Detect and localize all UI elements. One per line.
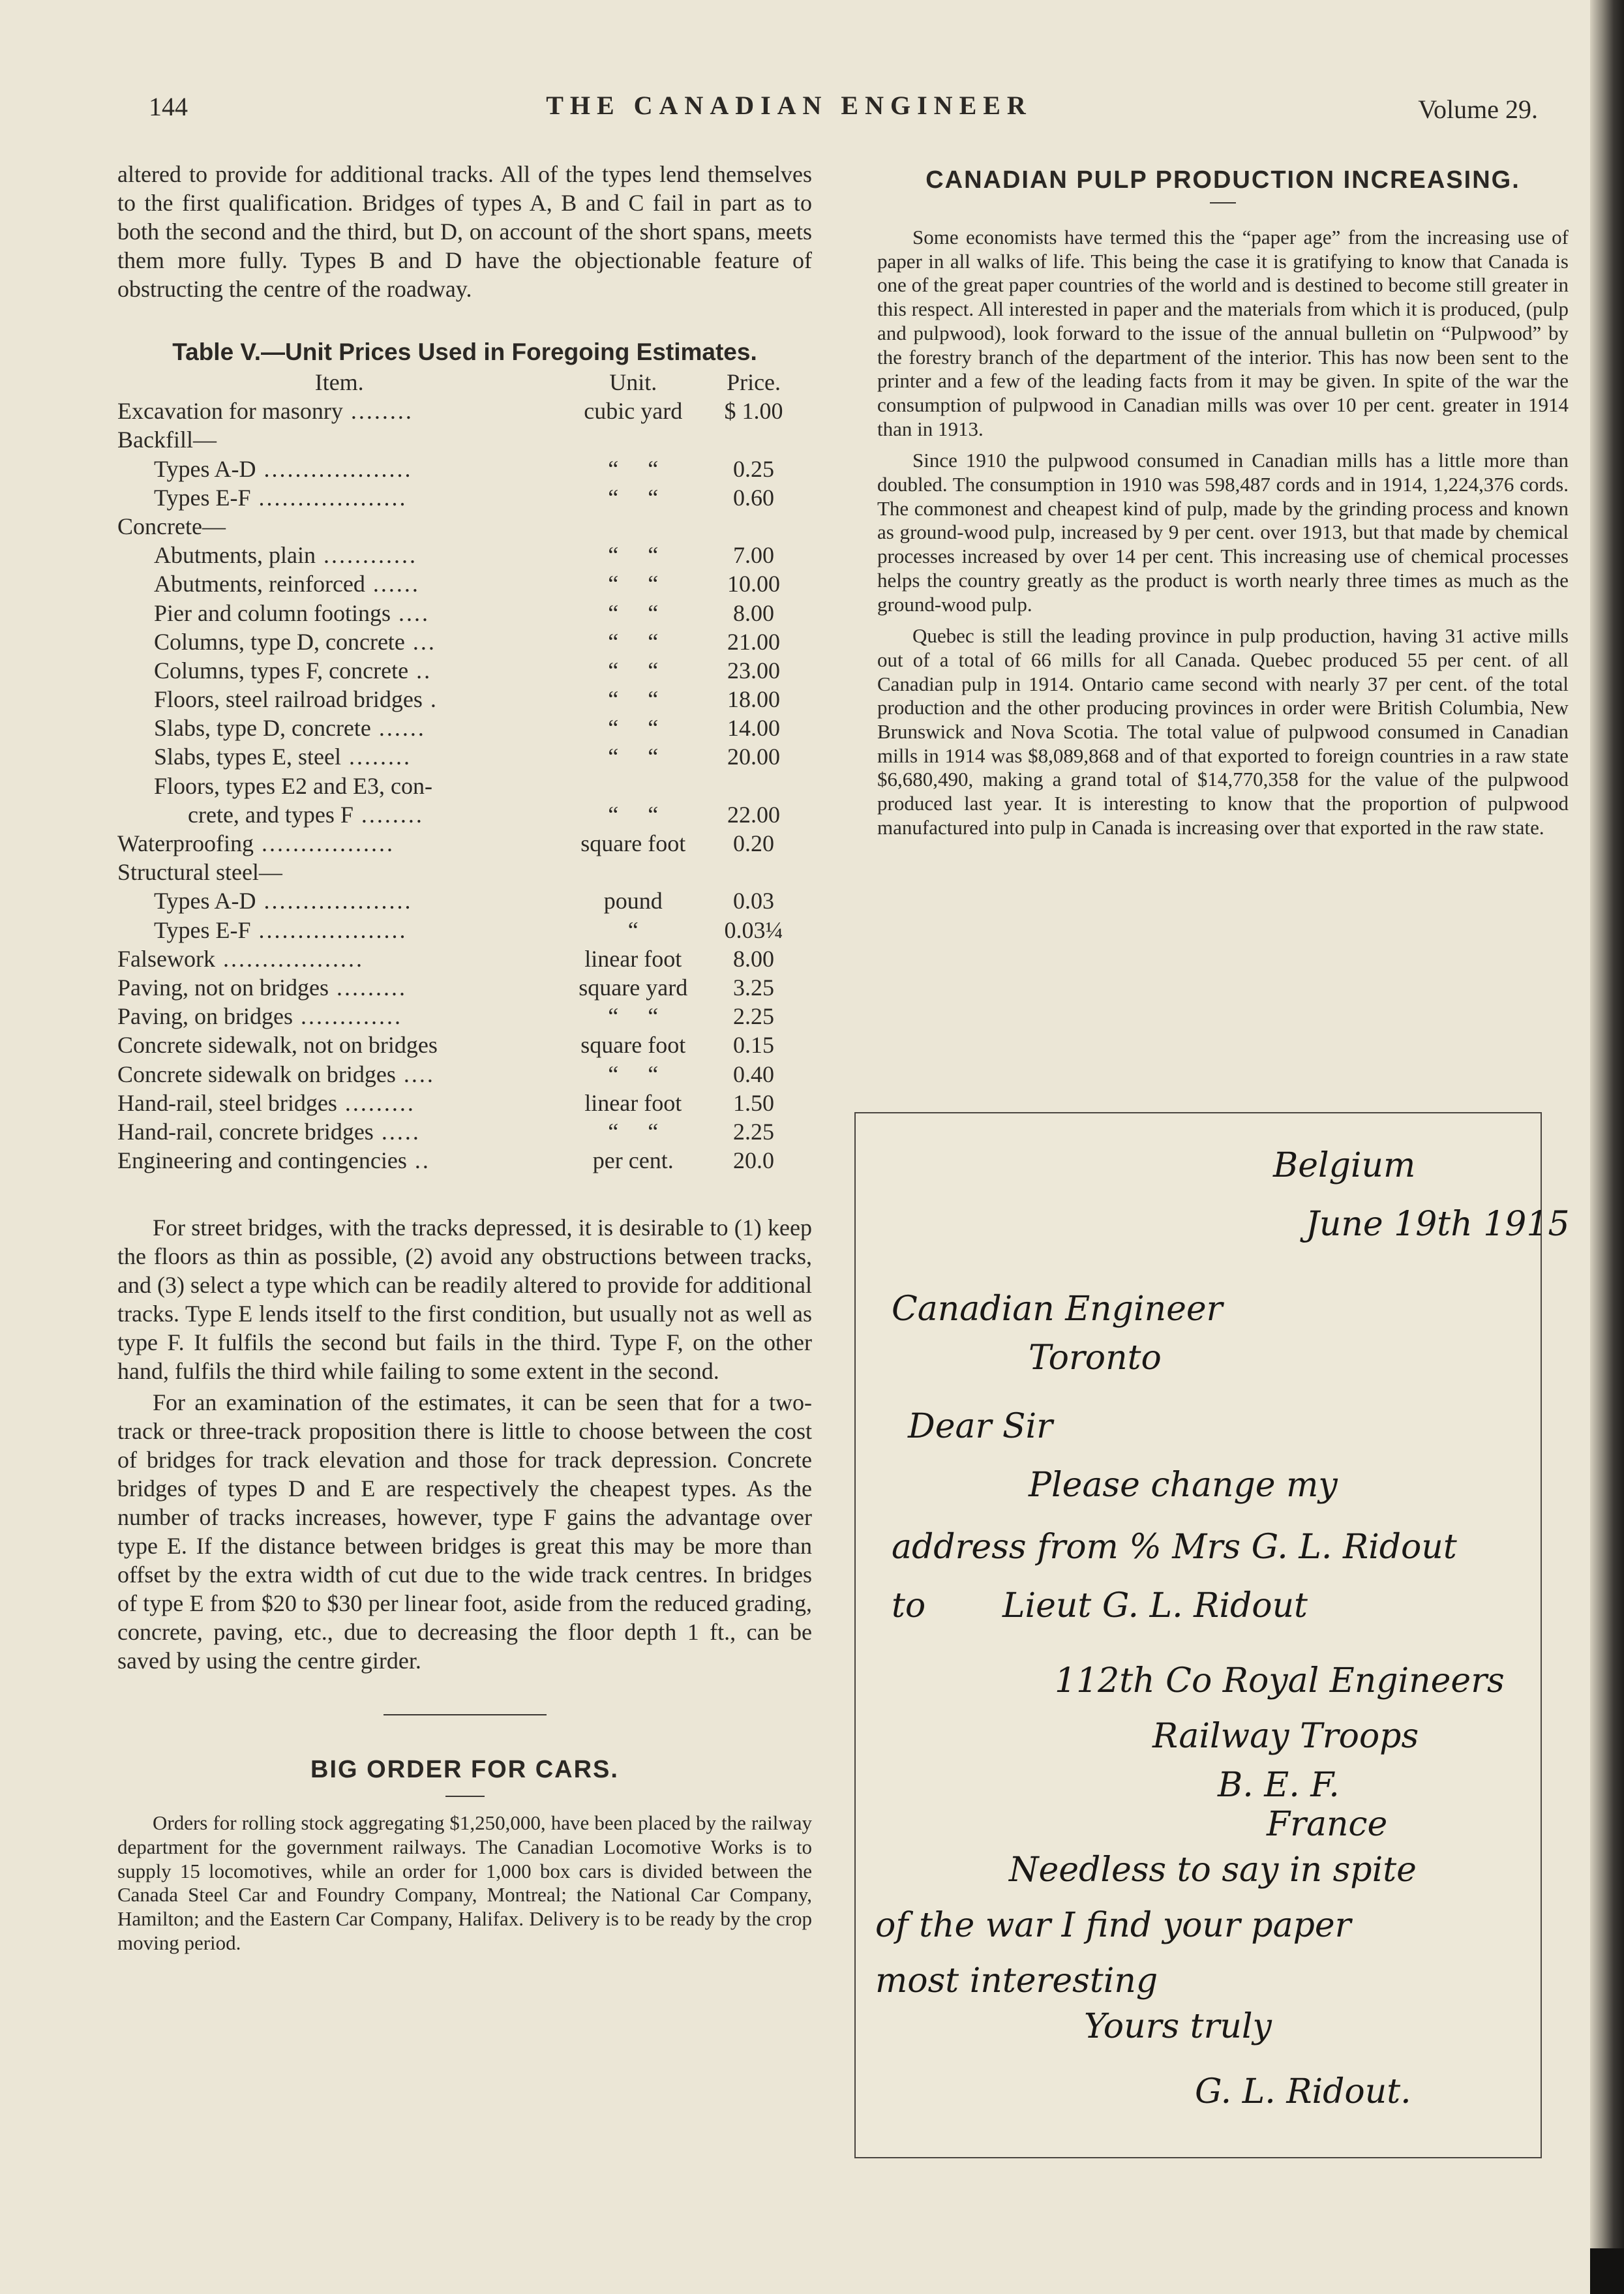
row-item: crete, and types F ........ xyxy=(188,801,424,828)
row-unit: linear foot xyxy=(584,1089,682,1116)
row-item: Concrete sidewalk, not on bridges xyxy=(117,1032,438,1059)
letter-addressee: Canadian Engineer xyxy=(892,1290,1223,1329)
header-price: Price. xyxy=(727,369,781,395)
table-row xyxy=(117,974,802,1003)
row-item: Types A-D ................... xyxy=(154,455,413,482)
table-row xyxy=(117,541,802,570)
table-row xyxy=(117,830,802,858)
row-unit: “ “ xyxy=(608,744,659,770)
table-row xyxy=(117,916,802,945)
row-item: Paving, not on bridges ......... xyxy=(117,974,407,1001)
row-unit: square yard xyxy=(579,974,688,1001)
pulp-heading: CANADIAN PULP PRODUCTION INCREASING. xyxy=(925,166,1520,194)
row-unit xyxy=(561,426,705,455)
letter-line-1: Please change my xyxy=(1029,1466,1338,1505)
row-item: Falsework .................. xyxy=(117,945,364,972)
row-price xyxy=(705,772,802,801)
table-row xyxy=(117,657,802,686)
street-bridges-paragraph: For street bridges, with the tracks depressed, it is desirable to (1) keep the floors as thin as possible, (2) avoid any obstructions between tracks, and (3) select a type which can be readily altered to provide for additional tracks. Type E lends itself to the first condition, but usually not as well as type F. It fulfils the second but fails in the third. Type F, on the other hand, fulfils the third while failing to some extent in the second. xyxy=(117,1215,812,1385)
table-row xyxy=(117,628,802,657)
row-unit: per cent. xyxy=(592,1147,674,1174)
row-price: 0.20 xyxy=(733,830,775,856)
row-price: 3.25 xyxy=(733,974,775,1001)
row-price xyxy=(705,858,802,887)
table-row xyxy=(117,1031,802,1060)
table-title: Table V.—Unit Prices Used in Foregoing Estimates. xyxy=(172,339,757,365)
row-price xyxy=(705,426,802,455)
row-price xyxy=(705,513,802,541)
table-row xyxy=(117,887,802,916)
row-unit: “ “ xyxy=(608,657,659,684)
row-item: Slabs, types E, steel ........ xyxy=(154,744,412,770)
letter-city: Toronto xyxy=(1029,1338,1162,1378)
table-row xyxy=(117,945,802,974)
row-price: 7.00 xyxy=(733,542,775,569)
row-price: 20.00 xyxy=(727,744,781,770)
letter-line-6: Railway Troops xyxy=(1152,1717,1419,1756)
row-unit: linear foot xyxy=(584,945,682,972)
pulp-paragraph-2: Since 1910 the pulpwood consumed in Canadian mills has a little more than doubled. The consumption in 1910 was 598,487 cords and in 1914, 1,224,376 cords. The commonest and cheapest kind of pulp, made by the grinding process and known as ground-wood pulp, increased by 9 per cent. over 1913, but that made by chemical processes increased by over 14 per cent. This increasing use of chemical processes helps the country greatly as the product is worth nearly three times as much as the ground-wood pulp. xyxy=(877,449,1569,616)
row-unit: pound xyxy=(603,888,663,914)
table-row xyxy=(117,1118,802,1147)
pulp-heading-rule xyxy=(1210,202,1236,204)
row-unit: “ “ xyxy=(608,715,659,742)
row-item: Pier and column footings .... xyxy=(154,599,430,626)
table-row xyxy=(117,426,802,455)
row-price: 0.25 xyxy=(733,455,775,482)
handwritten-letter xyxy=(854,1112,1570,2158)
row-item: Structural steel— xyxy=(117,859,282,886)
pulp-paragraph-3: Quebec is still the leading province in pulp production, having 31 active mills out of a total of 66 mills for all Canada. Quebec produced 55 per cent. of all Canadian pulp in 1914. Ontario came second with nearly 37 per cent. of the total production and the other producing provinces in order were British Columbia, New Brunswick and Nova Scotia. The total value of pulpwood consumed in Canadian mills in 1914 was $8,089,868 and of that exported to foreign countries in a raw state $6,680,490, making a grand total of $14,770,358 for the value of the pulpwood produced last year. It is interesting to know that the proportion of pulpwood manufactured into pulp in Canada is increasing over that exported in the raw state. xyxy=(877,624,1569,839)
row-unit xyxy=(561,513,705,541)
row-unit: “ “ xyxy=(608,542,659,569)
row-item: Abutments, plain ............ xyxy=(154,542,417,569)
table-row xyxy=(117,1061,802,1089)
table-row xyxy=(117,686,802,714)
row-item: Types E-F ................... xyxy=(154,916,408,943)
cars-paragraph: Orders for rolling stock aggregating $1,250,000, have been placed by the railway department for the government railways. The Canadian Locomotive Works is to supply 15 locomotives, while an order for 1,000 box cars is divided between the Canada Steel Car and Foundry Company, Montreal; the National Car Company, Hamilton; and the Eastern Car Company, Halifax. Delivery is to be ready by the crop moving period. xyxy=(117,1811,812,1954)
page-number: 144 xyxy=(149,92,188,121)
row-price: 21.00 xyxy=(727,628,781,655)
left-column xyxy=(117,160,812,1955)
table-row xyxy=(117,1147,802,1175)
row-price: 0.40 xyxy=(733,1061,775,1087)
row-price: 14.00 xyxy=(727,715,781,742)
right-column xyxy=(877,166,1569,840)
header-unit: Unit. xyxy=(609,369,657,395)
row-item: Waterproofing ................. xyxy=(117,830,395,856)
journal-title: THE CANADIAN ENGINEER xyxy=(546,91,1032,120)
row-item: Abutments, reinforced ...... xyxy=(154,571,420,597)
row-price: 1.50 xyxy=(733,1089,775,1116)
table-row xyxy=(117,801,802,830)
page-edge-shadow xyxy=(1590,0,1624,2294)
row-unit: square foot xyxy=(580,1032,686,1059)
letter-signature: G. L. Ridout. xyxy=(1195,2072,1411,2111)
row-item: Concrete sidewalk on bridges .... xyxy=(117,1061,435,1087)
section-divider xyxy=(383,1714,547,1715)
table-row xyxy=(117,1089,802,1118)
row-unit: “ “ xyxy=(608,455,659,482)
letter-line-8: France xyxy=(1267,1805,1388,1844)
row-item: Types E-F ................... xyxy=(154,484,408,511)
letter-line-7: B. E. F. xyxy=(1218,1766,1340,1805)
table-row xyxy=(117,714,802,743)
row-item: Columns, types F, concrete .. xyxy=(154,657,432,684)
row-price: 20.0 xyxy=(733,1147,775,1174)
row-unit: “ “ xyxy=(608,686,659,713)
row-price: 2.25 xyxy=(733,1118,775,1145)
row-unit xyxy=(561,772,705,801)
letter-line-11: most interesting xyxy=(875,1961,1158,2000)
table-row xyxy=(117,1003,802,1031)
row-price: 0.60 xyxy=(733,484,775,511)
row-unit: “ “ xyxy=(608,801,659,828)
row-unit: “ “ xyxy=(608,1061,659,1087)
table-row xyxy=(117,599,802,628)
row-item: Excavation for masonry ........ xyxy=(117,398,414,425)
letter-line-2: address from % Mrs G. L. Ridout xyxy=(892,1528,1457,1567)
row-item: Hand-rail, steel bridges ......... xyxy=(117,1089,415,1116)
letter-date: June 19th 1915 xyxy=(1306,1205,1570,1244)
letter-line-9: Needless to say in spite xyxy=(1009,1850,1417,1890)
row-item: Paving, on bridges ............. xyxy=(117,1003,402,1030)
letter-salutation: Dear Sir xyxy=(908,1407,1053,1446)
table-row xyxy=(117,484,802,513)
table-row xyxy=(117,513,802,541)
row-unit: “ “ xyxy=(608,1118,659,1145)
letter-line-3: to xyxy=(892,1586,926,1625)
row-item: Backfill— xyxy=(117,427,217,453)
row-price: 0.03 xyxy=(733,888,775,914)
letter-line-4: Lieut G. L. Ridout xyxy=(1002,1586,1308,1625)
row-unit: “ “ xyxy=(608,628,659,655)
row-price: 8.00 xyxy=(733,599,775,626)
row-item: Floors, steel railroad bridges . xyxy=(154,686,438,713)
row-item: Floors, types E2 and E3, con- xyxy=(154,772,432,799)
row-price: 18.00 xyxy=(727,686,781,713)
row-unit: cubic yard xyxy=(584,398,683,425)
running-head xyxy=(0,91,1578,130)
row-price: 22.00 xyxy=(727,801,781,828)
page-corner xyxy=(1590,2248,1624,2294)
table-row xyxy=(117,397,802,426)
row-price: 0.15 xyxy=(733,1032,775,1059)
row-item: Types A-D ................... xyxy=(154,888,413,914)
row-unit: “ “ xyxy=(608,1003,659,1030)
unit-price-table xyxy=(117,369,802,1175)
volume-label: Volume 29. xyxy=(1418,95,1538,124)
row-unit xyxy=(561,858,705,887)
cars-heading: BIG ORDER FOR CARS. xyxy=(310,1756,619,1784)
table-header-row xyxy=(117,369,802,397)
row-price: 2.25 xyxy=(733,1003,775,1030)
row-price: 0.03¼ xyxy=(724,916,783,943)
row-item: Columns, type D, concrete ... xyxy=(154,628,436,655)
pulp-paragraph-1: Some economists have termed this the “paper age” from the increasing use of paper in all walks of life. This being the case it is gratifying to know that Canada is one of the great paper countries of the world and is destined to become still greater in this respect. All interested in paper and the materials from which it is produced, (pulp and pulpwood), look forward to the issue of the annual bulletin on “Pulpwood” by the forestry branch of the department of the interior. This has now been sent to the printer and a few of the leading facts from it may be given. In spite of the war the consumption of pulpwood in Canadian mills was over 10 per cent. greater in 1914 than in 1913. xyxy=(877,226,1569,440)
letter-closing: Yours truly xyxy=(1084,2007,1272,2046)
row-item: Concrete— xyxy=(117,513,226,539)
row-price: $ 1.00 xyxy=(724,398,783,425)
letter-place: Belgium xyxy=(1273,1146,1416,1185)
row-item: Hand-rail, concrete bridges ..... xyxy=(117,1118,421,1145)
letter-line-5: 112th Co Royal Engineers xyxy=(1055,1661,1505,1700)
row-item: Engineering and contingencies .. xyxy=(117,1147,430,1174)
row-unit: square foot xyxy=(580,830,686,856)
table-row xyxy=(117,570,802,599)
table-row xyxy=(117,858,802,887)
table-row xyxy=(117,772,802,801)
table-row xyxy=(117,455,802,484)
letter-line-10: of the war I find your paper xyxy=(875,1906,1351,1945)
row-unit: “ “ xyxy=(608,599,659,626)
cars-heading-rule xyxy=(445,1796,485,1797)
header-item: Item. xyxy=(314,369,364,395)
row-price: 8.00 xyxy=(733,945,775,972)
table-row xyxy=(117,743,802,772)
row-price: 10.00 xyxy=(727,571,781,597)
row-unit: “ xyxy=(627,916,639,943)
estimates-paragraph: For an examination of the estimates, it can be seen that for a two-track or three-track proposition there is little to choose between the cost of bridges for track elevation and those for track depression. Concrete bridges of types D and E are respectively the cheapest types. As the number of tracks increases, however, type F gains the advantage over type E. If the distance between bridges is great this may be more than offset by the extra width of cut due to the wide track centres. In bridges of type E from $20 to $30 per linear foot, aside from the reduced grading, concrete, paving, etc., due to decreasing the floor depth 1 ft., can be saved by using the centre girder. xyxy=(117,1389,812,1674)
row-price: 23.00 xyxy=(727,657,781,684)
intro-paragraph: altered to provide for additional tracks. All of the types lend themselves to the first qualification. Bridges of types A, B and C fail in part as to both the second and the third, but D, on account of the short spans, meets them more fully. Types B and D have the objectionable feature of obstructing the centre of the roadway. xyxy=(117,161,812,302)
row-unit: “ “ xyxy=(608,571,659,597)
row-item: Slabs, type D, concrete ...... xyxy=(154,715,426,742)
row-unit: “ “ xyxy=(608,484,659,511)
